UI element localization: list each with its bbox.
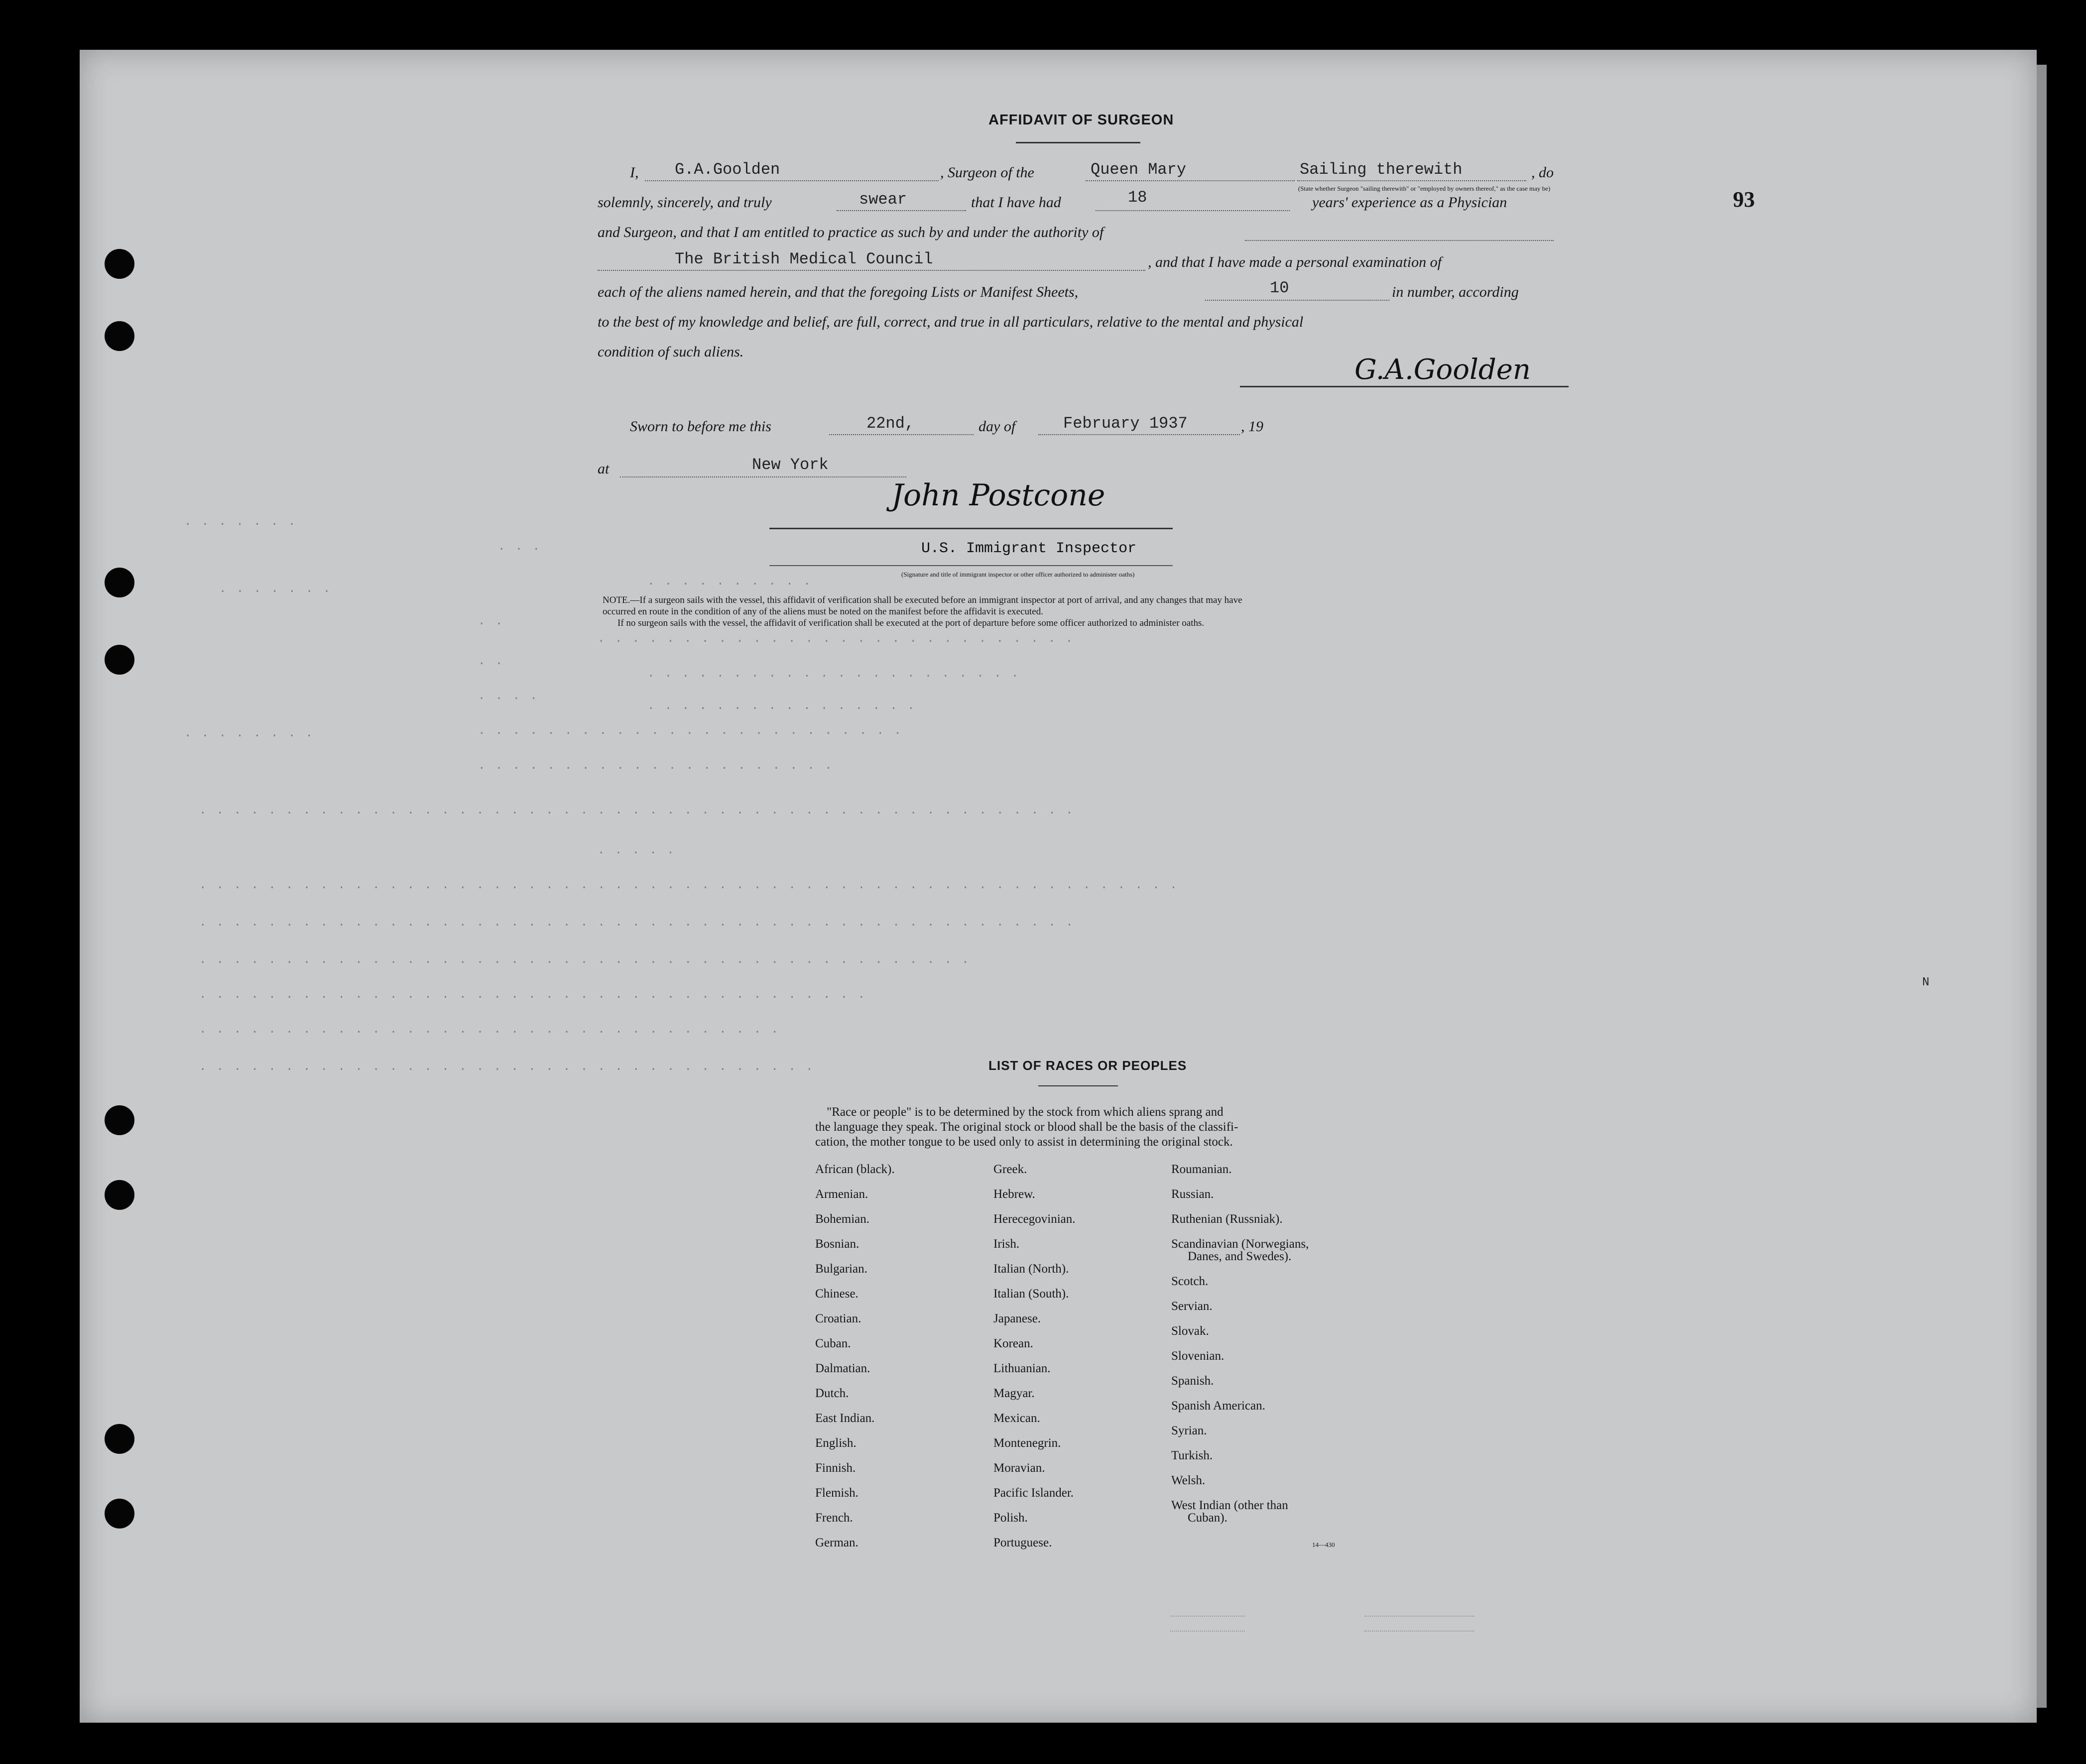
race-item: Armenian.: [815, 1187, 868, 1201]
oath-line: [837, 210, 966, 211]
race-item: Dutch.: [815, 1387, 849, 1400]
do-label: , do: [1531, 164, 1554, 181]
ship-line: [1086, 180, 1295, 181]
binder-hole: [105, 1499, 134, 1529]
race-item: Danes, and Swedes).: [1188, 1250, 1292, 1263]
bottom-dotted-line: [1364, 1631, 1474, 1632]
race-item: Roumanian.: [1171, 1163, 1232, 1176]
binder-hole: [105, 1424, 134, 1454]
number-label: in number, according: [1392, 284, 1519, 300]
race-item: Hebrew.: [993, 1187, 1035, 1201]
authority-line: [598, 270, 1145, 271]
surgeon-name-field: G.A.Goolden: [675, 160, 780, 179]
race-item: Spanish American.: [1171, 1399, 1265, 1412]
race-item: Italian (North).: [993, 1262, 1069, 1276]
sworn-day-line: [829, 434, 974, 435]
races-title-rule: [1038, 1085, 1118, 1086]
bottom-dotted-line: [1170, 1616, 1245, 1617]
ship-name-field: Queen Mary: [1091, 160, 1187, 179]
race-item: Turkish.: [1171, 1449, 1213, 1462]
race-item: Pacific Islander.: [993, 1486, 1074, 1500]
race-item: Finnish.: [815, 1461, 856, 1475]
inspector-signature-line: [769, 528, 1173, 529]
note-line-3: If no surgeon sails with the vessel, the affidavit of verification shall be executed at the port of departure before some officer authorized to administer oaths.: [617, 618, 1205, 628]
sheets-count-field: 10: [1270, 279, 1289, 297]
bottom-dotted-line: [1364, 1616, 1474, 1617]
race-item: Welsh.: [1171, 1474, 1206, 1487]
race-item: Russian.: [1171, 1187, 1214, 1201]
sworn-month-field: February 1937: [1063, 414, 1188, 433]
surgeon-of-label: , Surgeon of the: [940, 164, 1034, 181]
race-item: German.: [815, 1536, 859, 1549]
authority-tail-line: [1245, 240, 1554, 241]
race-item: Cuban).: [1188, 1511, 1227, 1525]
race-item: Greek.: [993, 1163, 1027, 1176]
authority-text: and Surgeon, and that I am entitled to practice as such by and under the authority of: [598, 224, 1104, 240]
race-item: Slovak.: [1171, 1324, 1209, 1338]
belief-text: to the best of my knowledge and belief, are full, correct, and true in all particulars, relative to the mental and physical: [598, 314, 1304, 330]
race-item: West Indian (other than: [1171, 1499, 1288, 1512]
signature-line: [1240, 386, 1569, 387]
race-item: Slovenian.: [1171, 1349, 1225, 1363]
race-item: Portuguese.: [993, 1536, 1052, 1549]
race-item: French.: [815, 1511, 853, 1525]
race-item: East Indian.: [815, 1411, 875, 1425]
inspector-title-line: [769, 565, 1173, 566]
races-title: LIST OF RACES OR PEOPLES: [988, 1058, 1187, 1073]
race-item: Japanese.: [993, 1312, 1041, 1325]
race-item: Bosnian.: [815, 1237, 859, 1251]
sworn-day-field: 22nd,: [866, 414, 915, 433]
at-label: at: [598, 461, 610, 477]
sworn-label: Sworn to before me this: [630, 418, 771, 435]
race-item: Montenegrin.: [993, 1436, 1061, 1450]
i-label: I,: [630, 164, 639, 181]
binder-hole: [105, 568, 134, 597]
race-item: Herecegovinian.: [993, 1212, 1076, 1226]
form-number: 14—430: [1312, 1541, 1335, 1548]
race-item: Moravian.: [993, 1461, 1045, 1475]
race-item: Cuban.: [815, 1337, 851, 1350]
years-label: years' experience as a Physician: [1312, 194, 1507, 211]
race-item: Servian.: [1171, 1299, 1213, 1313]
sheets-line: [1205, 300, 1389, 301]
inspector-caption: (Signature and title of immigrant inspector or other officer authorized to administer oaths): [901, 571, 1135, 578]
page-number: 93: [1733, 187, 1755, 212]
race-item: English.: [815, 1436, 857, 1450]
inspector-title: U.S. Immigrant Inspector: [921, 540, 1137, 557]
races-intro-line-3: cation, the mother tongue to be used only to assist in determining the original stock.: [815, 1135, 1233, 1149]
race-item: Bohemian.: [815, 1212, 870, 1226]
authority-field: The British Medical Council: [675, 250, 933, 268]
binder-hole: [105, 645, 134, 675]
surgeon-name-line: [645, 180, 939, 181]
manifest-text: each of the aliens named herein, and that the foregoing Lists or Manifest Sheets,: [598, 284, 1079, 300]
race-item: Magyar.: [993, 1387, 1035, 1400]
binder-hole: [105, 321, 134, 351]
place-line: [620, 476, 906, 477]
races-intro-line-2: the language they speak. The original stock or blood shall be the basis of the classifi-: [815, 1120, 1238, 1134]
race-item: Croatian.: [815, 1312, 861, 1325]
races-intro-line-1: "Race or people" is to be determined by the stock from which aliens sprang and: [827, 1105, 1224, 1119]
race-item: Flemish.: [815, 1486, 859, 1500]
years-line: [1096, 210, 1290, 211]
bottom-dotted-line: [1170, 1631, 1245, 1632]
race-item: Italian (South).: [993, 1287, 1069, 1300]
title-rule: [1016, 142, 1140, 143]
race-item: Irish.: [993, 1237, 1020, 1251]
condition-text: condition of such aliens.: [598, 344, 744, 360]
race-item: Scotch.: [1171, 1275, 1209, 1288]
sailing-line: [1297, 180, 1526, 181]
note-line-1: NOTE.—If a surgeon sails with the vessel, this affidavit of verification shall be executed before an immigrant inspector at port of arrival, and any changes that may have: [603, 595, 1242, 605]
race-item: African (black).: [815, 1163, 895, 1176]
race-item: Syrian.: [1171, 1424, 1207, 1437]
years-field: 18: [1128, 188, 1147, 207]
oath-field: swear: [859, 190, 907, 209]
race-item: Korean.: [993, 1337, 1033, 1350]
race-item: Ruthenian (Russniak).: [1171, 1212, 1283, 1226]
sailing-status-field: Sailing therewith: [1300, 160, 1463, 179]
sailing-note: (State whether Surgeon "sailing therewith" or "employed by owners thereof," as the case may be): [1298, 185, 1551, 192]
race-item: Mexican.: [993, 1411, 1040, 1425]
had-label: that I have had: [971, 194, 1061, 211]
exam-label: , and that I have made a personal examination of: [1148, 254, 1442, 270]
race-item: Polish.: [993, 1511, 1028, 1525]
note-line-2: occurred en route in the condition of any of the aliens must be noted on the manifest before the affidavit is executed.: [603, 606, 1043, 617]
surgeon-signature: G.A.Goolden: [1354, 353, 1531, 386]
race-item: Dalmatian.: [815, 1362, 870, 1375]
nineteen-label: , 19: [1241, 418, 1263, 435]
race-item: Spanish.: [1171, 1374, 1214, 1388]
place-field: New York: [752, 456, 829, 474]
day-of-label: day of: [979, 418, 1016, 435]
binder-hole: [105, 1105, 134, 1135]
inspector-signature: John Postcone: [891, 478, 1105, 513]
race-item: Chinese.: [815, 1287, 859, 1300]
binder-hole: [105, 1180, 134, 1210]
race-item: Lithuanian.: [993, 1362, 1051, 1375]
sworn-month-line: [1038, 434, 1240, 435]
solemnly-label: solemnly, sincerely, and truly: [598, 194, 772, 211]
binder-hole: [105, 249, 134, 279]
race-item: Bulgarian.: [815, 1262, 867, 1276]
race-item: Scandinavian (Norwegians,: [1171, 1237, 1309, 1251]
affidavit-title: AFFIDAVIT OF SURGEON: [988, 112, 1174, 128]
